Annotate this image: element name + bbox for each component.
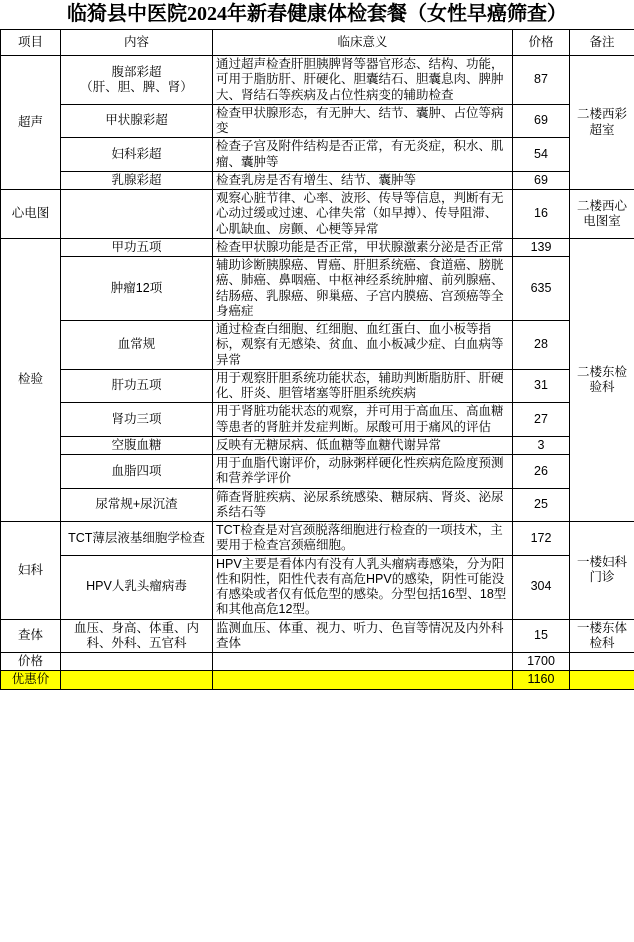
total-label-cell: 优惠价 <box>1 671 61 689</box>
item-cell: 血脂四项 <box>61 455 213 489</box>
table-body <box>1 56 634 690</box>
clinical-meaning-cell: 用于观察肝胆系统功能状态，辅助判断脂肪肝、肝硬化、肝炎、胆管堵塞等肝胆系统疾病 <box>213 369 513 403</box>
table-row <box>1 488 634 522</box>
health-package-table <box>0 29 634 690</box>
note-cell: 一楼妇科门诊 <box>570 522 634 620</box>
clinical-meaning-cell: HPV主要是看体内有没有人乳头瘤病毒感染，分为阳性和阴性，阳性代表有高危HPV的感染，阴性可能没有感染或者仅有低危型的感染。分型包括16型、18型和其他高危12型。 <box>213 555 513 619</box>
item-cell: 肝功五项 <box>61 369 213 403</box>
table-row <box>1 238 634 256</box>
item-cell: HPV人乳头瘤病毒 <box>61 555 213 619</box>
table-row <box>1 403 634 437</box>
total-item-cell <box>61 653 213 671</box>
item-cell: 肾功三项 <box>61 403 213 437</box>
item-cell: 妇科彩超 <box>61 138 213 172</box>
total-price-cell: 1160 <box>513 671 570 689</box>
clinical-meaning-cell: 检查乳房是否有增生、结节、囊肿等 <box>213 171 513 189</box>
total-meaning-cell <box>213 653 513 671</box>
item-cell: 甲状腺彩超 <box>61 104 213 138</box>
total-price-cell: 1700 <box>513 653 570 671</box>
price-cell: 635 <box>513 257 570 321</box>
table-header-row <box>1 30 634 56</box>
price-cell: 31 <box>513 369 570 403</box>
clinical-meaning-cell: 筛查肾脏疾病、泌尿系统感染、糖尿病、肾炎、泌尿系结石等 <box>213 488 513 522</box>
category-cell: 检验 <box>1 238 61 521</box>
clinical-meaning-cell: 反映有无糖尿病、低血糖等血糖代谢异常 <box>213 436 513 454</box>
table-row <box>1 369 634 403</box>
category-cell: 超声 <box>1 56 61 190</box>
page-title: 临猗县中医院2024年新春健康体检套餐（女性早癌筛查） <box>67 3 567 25</box>
table-header <box>1 30 634 56</box>
table-row <box>1 522 634 556</box>
price-cell: 15 <box>513 619 570 653</box>
note-cell: 二楼西彩超室 <box>570 56 634 190</box>
table-row <box>1 555 634 619</box>
price-cell: 26 <box>513 455 570 489</box>
column-header-content: 内容 <box>61 30 213 56</box>
clinical-meaning-cell: 检查甲状腺功能是否正常，甲状腺激素分泌是否正常 <box>213 238 513 256</box>
clinical-meaning-cell: 用于肾脏功能状态的观察，并可用于高血压、高血糖等患者的肾脏并发症判断。尿酸可用于痛风的评估 <box>213 403 513 437</box>
total-meaning-cell <box>213 671 513 689</box>
item-cell: 血常规 <box>61 321 213 370</box>
note-cell: 二楼西心电图室 <box>570 190 634 239</box>
price-cell: 16 <box>513 190 570 239</box>
item-cell: TCT薄层液基细胞学检查 <box>61 522 213 556</box>
table-row <box>1 138 634 172</box>
price-cell: 172 <box>513 522 570 556</box>
price-cell: 25 <box>513 488 570 522</box>
clinical-meaning-cell: 通过检查白细胞、红细胞、血红蛋白、血小板等指标，观察有无感染、贫血、血小板减少症、白血病等异常 <box>213 321 513 370</box>
item-cell <box>61 190 213 239</box>
total-label-cell: 价格 <box>1 653 61 671</box>
total-note-cell <box>570 671 634 689</box>
table-row <box>1 619 634 653</box>
price-cell: 27 <box>513 403 570 437</box>
item-cell: 空腹血糖 <box>61 436 213 454</box>
total-row <box>1 671 634 689</box>
total-row <box>1 653 634 671</box>
clinical-meaning-cell: 用于血脂代谢评价，动脉粥样硬化性疾病危险度预测和营养学评价 <box>213 455 513 489</box>
clinical-meaning-cell: 通过超声检查肝胆胰脾肾等器官形态、结构、功能，可用于脂肪肝、肝硬化、胆囊结石、胆囊息肉、脾肿大、肾结石等疾病及占位性病变的辅助检查 <box>213 56 513 105</box>
table-row <box>1 104 634 138</box>
column-header-note: 备注 <box>570 30 634 56</box>
column-header-meaning: 临床意义 <box>213 30 513 56</box>
category-cell: 心电图 <box>1 190 61 239</box>
table-row <box>1 56 634 105</box>
price-cell: 28 <box>513 321 570 370</box>
clinical-meaning-cell: 监测血压、体重、视力、听力、色盲等情况及内外科查体 <box>213 619 513 653</box>
item-cell: 腹部彩超 （肝、胆、脾、肾） <box>61 56 213 105</box>
column-header-category: 项目 <box>1 30 61 56</box>
total-note-cell <box>570 653 634 671</box>
table-row <box>1 436 634 454</box>
category-cell: 妇科 <box>1 522 61 620</box>
clinical-meaning-cell: 检查子宫及附件结构是否正常，有无炎症，积水、肌瘤、囊肿等 <box>213 138 513 172</box>
item-cell: 血压、身高、体重、内科、外科、五官科 <box>61 619 213 653</box>
item-cell: 尿常规+尿沉渣 <box>61 488 213 522</box>
category-cell: 查体 <box>1 619 61 653</box>
clinical-meaning-cell: 观察心脏节律、心率、波形、传导等信息，判断有无心动过缓或过速、心律失常（如早搏）、传导阻滞、心肌缺血、房颤、心梗等异常 <box>213 190 513 239</box>
price-cell: 139 <box>513 238 570 256</box>
table-row <box>1 257 634 321</box>
table-row <box>1 171 634 189</box>
item-cell: 乳腺彩超 <box>61 171 213 189</box>
note-cell: 二楼东检验科 <box>570 238 634 521</box>
note-cell: 一楼东体检科 <box>570 619 634 653</box>
table-row <box>1 321 634 370</box>
item-cell: 甲功五项 <box>61 238 213 256</box>
table-row <box>1 455 634 489</box>
total-item-cell <box>61 671 213 689</box>
clinical-meaning-cell: TCT检查是对宫颈脱落细胞进行检查的一项技术，主要用于检查宫颈癌细胞。 <box>213 522 513 556</box>
price-cell: 3 <box>513 436 570 454</box>
price-cell: 304 <box>513 555 570 619</box>
price-cell: 69 <box>513 171 570 189</box>
price-cell: 69 <box>513 104 570 138</box>
clinical-meaning-cell: 辅助诊断胰腺癌、胃癌、肝胆系统癌、食道癌、膀胱癌、肺癌、鼻咽癌、中枢神经系统肿瘤、前列腺癌、结肠癌、乳腺癌、卵巢癌、子宫内膜癌、宫颈癌等全身癌症 <box>213 257 513 321</box>
price-cell: 87 <box>513 56 570 105</box>
table-row <box>1 190 634 239</box>
price-cell: 54 <box>513 138 570 172</box>
item-cell: 肿瘤12项 <box>61 257 213 321</box>
column-header-price: 价格 <box>513 30 570 56</box>
clinical-meaning-cell: 检查甲状腺形态，有无肿大、结节、囊肿、占位等病变 <box>213 104 513 138</box>
